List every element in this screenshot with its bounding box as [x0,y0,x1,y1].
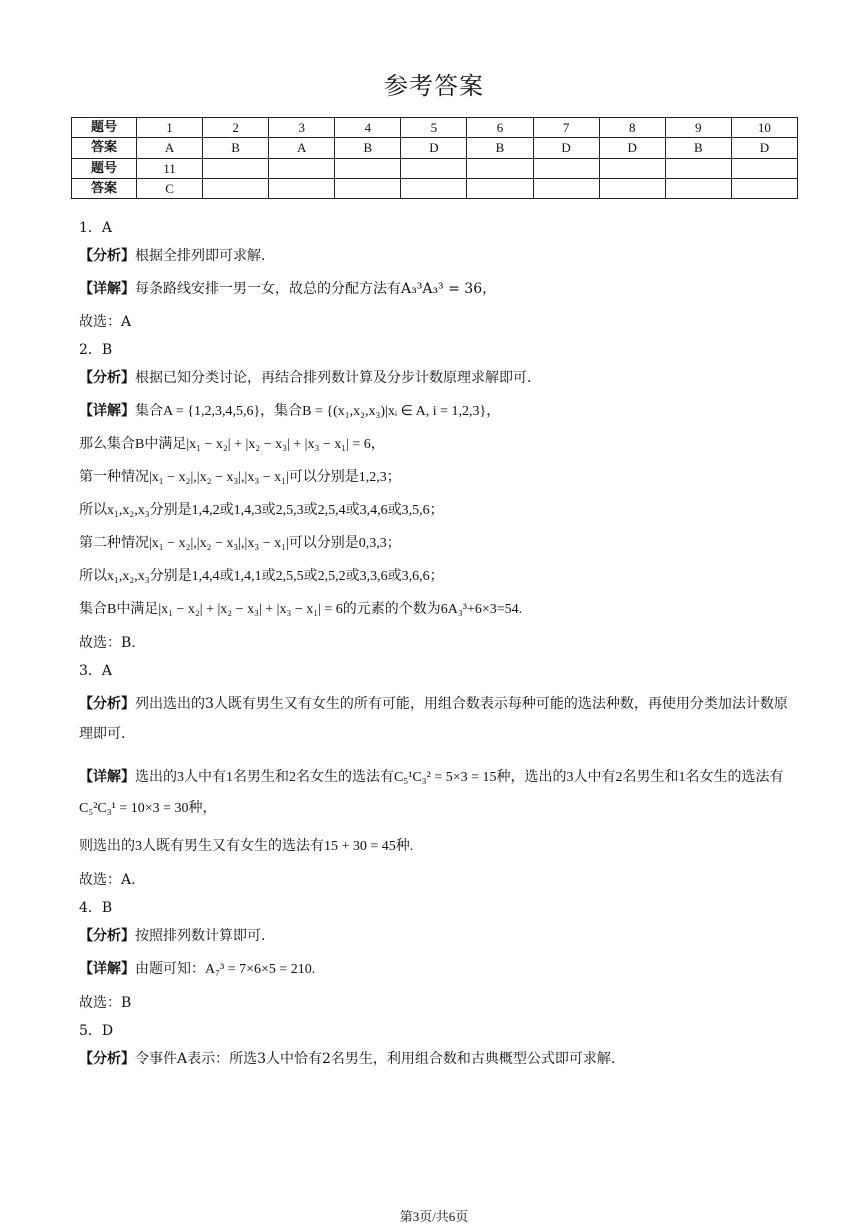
table-header-cell: 题号 [72,118,137,138]
question-number: 4．B [79,900,113,916]
detail-line [79,762,791,824]
table-cell [731,158,797,178]
table-header-cell: 题号 [72,158,137,178]
table-cell [269,158,335,178]
question-number: 3．A [79,663,113,679]
question-number: 5．D [79,1023,114,1039]
table-cell [665,158,731,178]
table-header-cell: 答案 [72,138,137,158]
table-cell [269,178,335,198]
choice-line: 故选：A. [79,872,136,888]
table-cell [599,158,665,178]
table-cell [203,178,269,198]
table-cell: B [467,138,533,158]
table-cell: 4 [335,118,401,138]
analysis-tag: 【分析】 [79,1051,135,1067]
table-cell: B [335,138,401,158]
analysis-line [79,1049,791,1069]
table-cell: D [401,138,467,158]
table-cell: 2 [203,118,269,138]
detail-text: 所以x₁,x₂,x₃分别是1,4,4或1,4,1或2,5,5或2,5,2或3,3,6或3,6,6； [79,569,444,584]
table-header-cell: 答案 [72,178,137,198]
detail-text: 集合B中满足|x₁ − x₂| + |x₂ − x₃| + |x₃ − x₁| = 6的元素的个数为6A₃³+6×3=54. [79,602,523,617]
table-cell [599,178,665,198]
table-row [72,178,798,198]
table-cell: B [665,138,731,158]
detail-text: 每条路线安排一男一女，故总的分配方法有A₃³A₃³ = 36， [135,281,497,297]
table-cell: D [599,138,665,158]
table-cell: C [137,178,203,198]
table-cell: 11 [137,158,203,178]
table-cell: 10 [731,118,797,138]
choice-line: 故选：A [79,314,132,330]
analysis-line [79,368,791,388]
table-cell [203,158,269,178]
table-cell: A [269,138,335,158]
table-cell: A [137,138,203,158]
table-row [72,158,798,178]
table-cell: 8 [599,118,665,138]
detail-tag: 【详解】 [79,403,135,419]
analysis-line [79,689,791,749]
detail-text: 第二种情况|x₁ − x₂|,|x₂ − x₃|,|x₃ − x₁|可以分别是0,3,3； [79,536,401,551]
detail-text: 则选出的3人既有男生又有女生的选法有15 + 30 = 45种. [79,839,414,854]
choice-line: 故选：B. [79,635,136,651]
table-cell: 1 [137,118,203,138]
answer-table [71,117,798,199]
table-cell: 3 [269,118,335,138]
table-row [72,138,798,158]
table-cell [731,178,797,198]
analysis-line [79,246,791,266]
analysis-text: 根据已知分类讨论，再结合排列数计算及分步计数原理求解即可. [135,370,532,386]
page-footer: 第3页/共6页 [399,1209,469,1224]
table-cell: 9 [665,118,731,138]
detail-tag: 【详解】 [79,281,135,297]
table-cell [467,158,533,178]
table-cell [335,178,401,198]
detail-tag: 【详解】 [79,961,135,977]
table-cell [401,178,467,198]
detail-line [79,401,791,422]
analysis-tag: 【分析】 [79,928,135,944]
detail-tag: 【详解】 [79,769,135,785]
page-title: 参考答案 [384,72,484,100]
detail-text: 选出的3人中有1名男生和2名女生的选法有C₅¹C₃² = 5×3 = 15种，选出的3人中有2名男生和1名女生的选法有C₅²C₃¹ = 10×3 = 30种， [79,770,784,816]
analysis-tag: 【分析】 [79,696,135,712]
analysis-text: 令事件A表示：所选3人中恰有2名男生，利用组合数和古典概型公式即可求解. [135,1051,616,1067]
detail-line [79,959,791,980]
table-cell: D [533,138,599,158]
detail-text: 集合A = {1,2,3,4,5,6}，集合B = {(x₁,x₂,x₃)|xᵢ ∈ A, i = 1,2,3}， [135,404,501,419]
question-number: 2．B [79,342,113,358]
table-cell [533,158,599,178]
detail-text: 由题可知：A₇³ = 7×6×5 = 210. [135,962,316,977]
question-number: 1．A [79,220,113,236]
table-cell [533,178,599,198]
table-cell: 7 [533,118,599,138]
table-cell: 6 [467,118,533,138]
table-cell: D [731,138,797,158]
analysis-text: 根据全排列即可求解. [135,248,266,264]
choice-line: 故选：B [79,995,132,1011]
detail-text: 那么集合B中满足|x₁ − x₂| + |x₂ − x₃| + |x₃ − x₁| = 6， [79,437,385,452]
table-cell [335,158,401,178]
table-cell [467,178,533,198]
solutions-body [79,218,791,1082]
table-cell: 5 [401,118,467,138]
analysis-tag: 【分析】 [79,248,135,264]
table-cell: B [203,138,269,158]
table-cell [401,158,467,178]
detail-text: 第一种情况|x₁ − x₂|,|x₂ − x₃|,|x₃ − x₁|可以分别是1,2,3； [79,470,401,485]
table-row [72,118,798,138]
analysis-tag: 【分析】 [79,370,135,386]
table-cell [665,178,731,198]
analysis-text: 列出选出的3人既有男生又有女生的所有可能，用组合数表示每种可能的选法种数，再使用分类加法计数原理即可. [79,696,788,742]
analysis-line [79,926,791,946]
analysis-text: 按照排列数计算即可. [135,928,266,944]
detail-line [79,279,791,299]
detail-text: 所以x₁,x₂,x₃分别是1,4,2或1,4,3或2,5,3或2,5,4或3,4,6或3,5,6； [79,503,444,518]
